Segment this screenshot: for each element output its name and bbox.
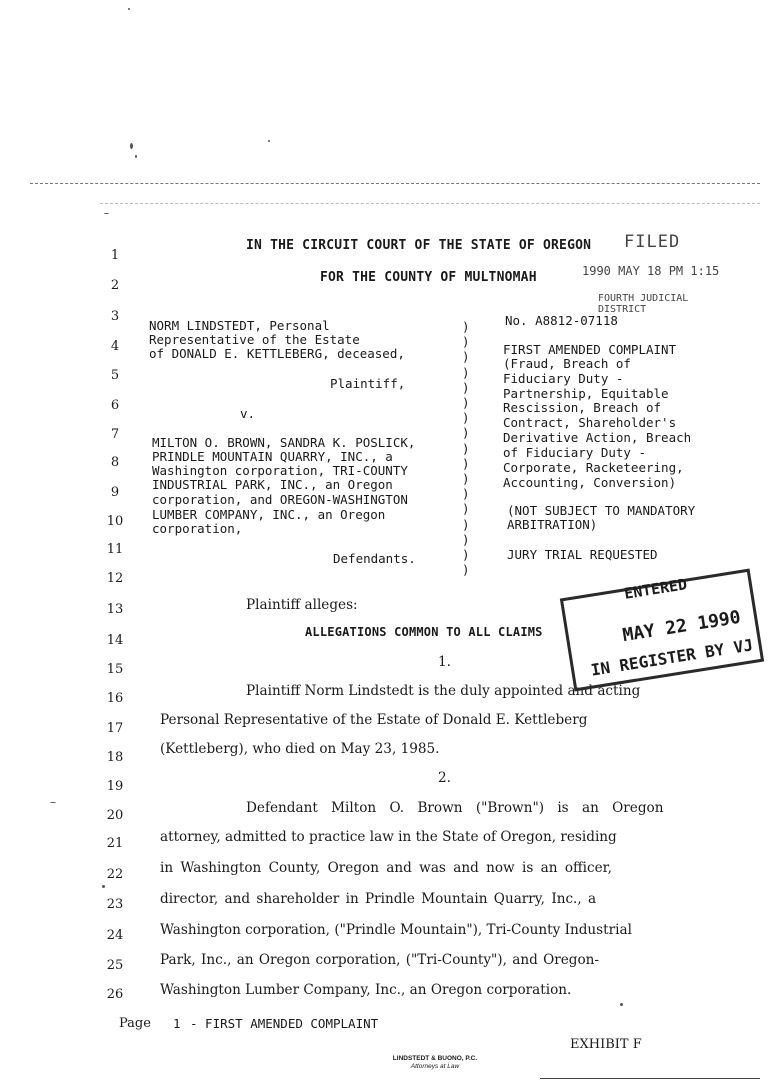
paragraph-line: Park, Inc., an Oregon corporation, ("Tri-County"), and Oregon- — [160, 952, 600, 968]
court-heading: IN THE CIRCUIT COURT OF THE STATE OF OREGON — [246, 238, 592, 253]
versus: v. — [240, 406, 256, 421]
line-number: 15 — [106, 662, 124, 677]
paragraph-line: Personal Representative of the Estate of Donald E. Kettleberg — [160, 712, 588, 728]
line-number: 23 — [106, 897, 124, 912]
paragraph-line: in Washington County, Oregon and was and now is an officer, — [160, 860, 612, 876]
paragraph-line: Plaintiff Norm Lindstedt is the duly appointed and acting — [246, 683, 641, 699]
arbitration-note: ARBITRATION) — [507, 517, 598, 532]
filed-stamp-district: FOURTH JUDICIAL DISTRICT — [598, 293, 689, 315]
line-number: 13 — [106, 602, 124, 617]
line-number: 16 — [106, 691, 124, 706]
scan-line-mid — [100, 203, 760, 204]
filed-stamp-date: 1990 MAY 18 PM 1:15 — [582, 264, 720, 278]
line-number: 7 — [110, 427, 120, 442]
line-number: 4 — [110, 339, 120, 354]
defendant-line: INDUSTRIAL PARK, INC., an Oregon — [152, 477, 393, 492]
plaintiff-line: of DONALD E. KETTLEBERG, deceased, — [149, 346, 405, 361]
defendant-line: PRINDLE MOUNTAIN QUARRY, INC., a — [152, 449, 393, 464]
defendant-line: LUMBER COMPANY, INC., an Oregon — [152, 507, 386, 522]
line-number: 26 — [106, 987, 124, 1002]
footer-firm-name: LINDSTEDT & BUONO, P.C. — [392, 1055, 478, 1062]
line-number: 2 — [110, 278, 120, 293]
exhibit-underline — [540, 1078, 760, 1079]
paragraph-line: (Kettleberg), who died on May 23, 1985. — [160, 741, 440, 757]
filed-stamp-filed: FILED — [624, 232, 681, 252]
line-number: 9 — [110, 485, 120, 500]
line-number: 21 — [106, 836, 124, 851]
caption-divider: ) ) ) ) ) ) ) ) ) ) ) ) ) ) ) ) ) — [462, 319, 470, 578]
section-heading: ALLEGATIONS COMMON TO ALL CLAIMS — [305, 625, 543, 639]
defendant-line: corporation, — [152, 521, 243, 536]
line-number: 17 — [106, 721, 124, 736]
line-number: 20 — [106, 808, 124, 823]
line-number: 3 — [110, 309, 120, 324]
line-number: 14 — [106, 633, 124, 648]
entered-stamp-register: IN REGISTER BY VJ — [589, 635, 755, 680]
jury-request: JURY TRIAL REQUESTED — [507, 547, 658, 562]
claims-line: of Fiduciary Duty - — [503, 445, 646, 460]
footer-firm-sub: Attorneys at Law — [410, 1062, 460, 1070]
claims-line: Partnership, Equitable — [503, 386, 669, 401]
defendant-line: corporation, and OREGON-WASHINGTON — [152, 492, 408, 507]
arbitration-note: (NOT SUBJECT TO MANDATORY — [507, 503, 696, 518]
paragraph-line: Washington corporation, ("Prindle Mountain"), Tri-County Industrial — [160, 922, 632, 938]
line-number: 25 — [106, 958, 124, 973]
scan-line-top — [30, 183, 760, 184]
claims-line: Corporate, Racketeering, — [503, 460, 684, 475]
footer-firm — [380, 1055, 490, 1070]
paragraph-line: director, and shareholder in Prindle Mountain Quarry, Inc., a — [160, 891, 597, 907]
line-number: 11 — [106, 542, 124, 557]
line-number: 19 — [106, 779, 124, 794]
line-number: 18 — [106, 750, 124, 765]
entered-stamp-label: ENTERED — [622, 575, 689, 603]
paragraph-line: Washington Lumber Company, Inc., an Oregon corporation. — [160, 982, 572, 998]
claims-line: Contract, Shareholder's — [503, 415, 677, 430]
claims-line: Derivative Action, Breach — [503, 430, 692, 445]
line-number: 8 — [110, 455, 120, 470]
plaintiff-role: Plaintiff, — [330, 376, 406, 391]
county-heading: FOR THE COUNTY OF MULTNOMAH — [320, 270, 537, 285]
paragraph-line: attorney, admitted to practice law in the State of Oregon, residing — [160, 829, 617, 845]
line-number: 10 — [106, 514, 124, 529]
case-number: No. A8812-07118 — [505, 313, 618, 328]
claims-line: Fiduciary Duty - — [503, 371, 624, 386]
defendant-role: Defendants. — [333, 551, 416, 566]
paragraph-number: 2. — [438, 770, 451, 786]
defendant-line: Washington corporation, TRI-COUNTY — [152, 463, 408, 478]
claims-line: (Fraud, Breach of — [503, 356, 631, 371]
footer-page-label: Page — [119, 1016, 151, 1031]
plaintiff-line: Representative of the Estate — [149, 332, 360, 347]
exhibit-label: EXHIBIT F — [570, 1037, 642, 1052]
footer-page-title: - FIRST AMENDED COMPLAINT — [190, 1016, 379, 1031]
intro-text: Plaintiff alleges: — [246, 597, 358, 613]
claims-line: Rescission, Breach of — [503, 400, 662, 415]
defendant-line: MILTON O. BROWN, SANDRA K. POSLICK, — [152, 435, 416, 450]
line-number: 22 — [106, 867, 124, 882]
line-number: 12 — [106, 571, 124, 586]
entered-stamp-date: MAY 22 1990 — [621, 606, 743, 647]
line-number: 1 — [110, 248, 120, 263]
line-number: 24 — [106, 928, 124, 943]
plaintiff-line: NORM LINDSTEDT, Personal — [149, 318, 330, 333]
footer-page-number: 1 — [173, 1016, 181, 1031]
paragraph-number: 1. — [438, 654, 451, 670]
claims-line: Accounting, Conversion) — [503, 475, 677, 490]
line-number: 5 — [110, 368, 120, 383]
complaint-title: FIRST AMENDED COMPLAINT — [503, 342, 677, 357]
line-number: 6 — [110, 398, 120, 413]
paragraph-line: Defendant Milton O. Brown ("Brown") is an Oregon — [246, 800, 664, 816]
